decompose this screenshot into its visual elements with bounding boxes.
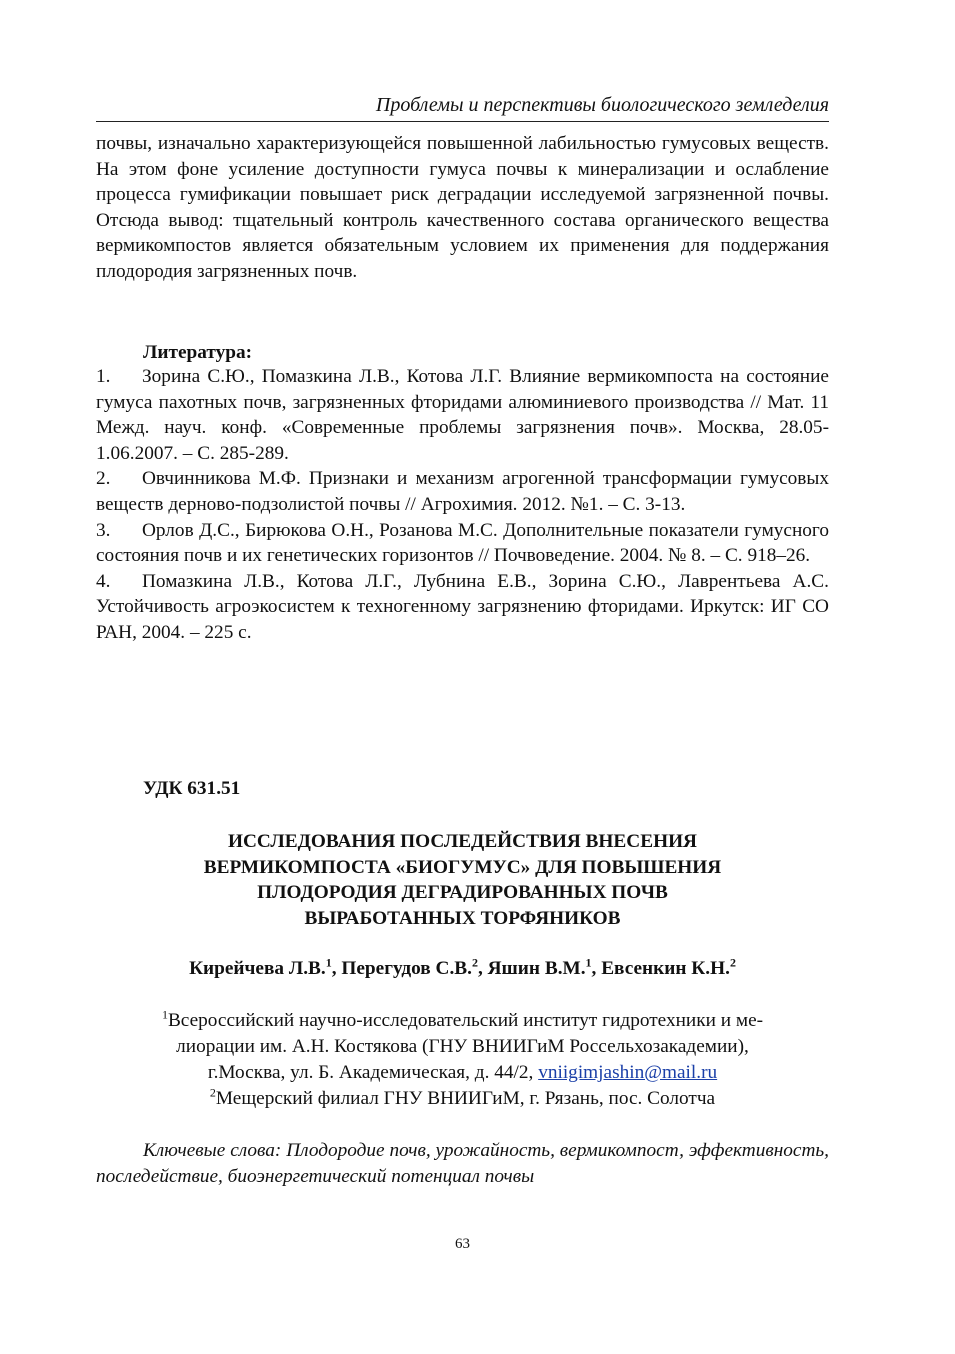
author-name: Кирейчева Л.В.	[189, 958, 326, 979]
reference-item	[96, 364, 829, 466]
reference-item	[96, 466, 829, 517]
affiliations	[96, 1008, 829, 1112]
title-line: ПЛОДОРОДИЯ ДЕГРАДИРОВАННЫХ ПОЧВ	[257, 882, 668, 903]
reference-text: Зорина С.Ю., Помазкина Л.В., Котова Л.Г. Влияние вермикомпоста на состояние гумуса пахотных почв, загрязненных фторидами алюминиевого производства // Мат. 11 Межд. науч. конф. «Современные проблемы загрязнения почв». Москва, 28.05-1.06.2007. – С. 285-289.	[96, 366, 829, 464]
affiliation-1-line: лиорации им. А.Н. Костякова (ГНУ ВНИИГиМ Россельхозакадемии),	[176, 1036, 749, 1057]
reference-text: Орлов Д.С., Бирюкова О.Н., Розанова М.С. Дополнительные показатели гумусного состояния почв и их генетических горизонтов // Почвоведение. 2004. № 8. – С. 918–26.	[96, 519, 829, 567]
reference-number: 2.	[96, 468, 111, 490]
udk-code: УДК 631.51	[143, 778, 241, 799]
keywords: Ключевые слова: Плодородие почв, урожайность, вермикомпост, эффективность, последействие, биоэнергетический потенциал почвы	[96, 1140, 829, 1187]
affiliation-1-line: $^1$Всероссийский научно-исследовательский институт гидротехники и ме-	[161, 1007, 764, 1031]
reference-item	[96, 569, 829, 646]
reference-number: 3.	[96, 519, 111, 541]
author-list: Кирейчева Л.В.$^1$, Перегудов С.В.$^2$, Яшин В.М.$^1$, Евсенкин К.Н.$^2$	[189, 955, 736, 979]
author-name: Яшин В.М.	[487, 958, 586, 979]
article-title	[96, 829, 829, 931]
author-name: Евсенкин К.Н.	[601, 958, 730, 979]
title-line: ВЕРМИКОМПОСТА «БИОГУМУС» ДЛЯ ПОВЫШЕНИЯ	[203, 856, 722, 878]
author-affiliation-mark: 1	[585, 955, 592, 970]
reference-text: Помазкина Л.В., Котова Л.Г., Лубнина Е.В., Зорина С.Ю., Лаврентьева А.С. Устойчивость агроэкосистем к техногенному загрязнению фторидами. Иркутск: ИГ СО РАН, 2004. – 225 с.	[96, 570, 829, 643]
reference-number: 4.	[96, 570, 111, 592]
reference-item	[96, 518, 829, 569]
page-number: 63	[455, 1236, 470, 1252]
author-name: Перегудов С.В.	[341, 958, 472, 979]
running-header	[96, 92, 829, 122]
email-link[interactable]: vniigimjashin@mail.ru	[538, 1062, 718, 1083]
author-affiliation-mark: 2	[471, 955, 478, 970]
author-affiliation-mark: 2	[729, 955, 736, 970]
intro-paragraph: почвы, изначально характеризующейся повышенной лабильностью гумусовых веществ. На этом фоне усиление доступности гумуса почвы к минерализации и ослабление процесса гумификации повышает риск деградации исследуемой загрязненной почвы. Отсюда вывод: тщательный контроль качественного состава органического вещества вермикомпостов является обязательным условием их применения для поддержания плодородия загрязненных почв.	[96, 133, 829, 282]
reference-list	[96, 364, 829, 646]
affiliation-1-line: г.Москва, ул. Б. Академическая, д. 44/2, vniigimjashin@mail.ru	[207, 1062, 718, 1083]
author-affiliation-mark: 1	[325, 955, 332, 970]
title-line: ВЫРАБОТАННЫХ ТОРФЯНИКОВ	[304, 907, 621, 929]
running-title: Проблемы и перспективы биологического земледелия	[375, 94, 829, 116]
reference-text: Овчинникова М.Ф. Признаки и механизм агрогенной трансформации гумусовых веществ дерново-подзолистой почвы // Агрохимия. 2012. №1. – С. 3-13.	[96, 468, 829, 515]
reference-number: 1.	[96, 366, 111, 387]
literature-heading: Литература:	[143, 342, 253, 363]
title-line: ИССЛЕДОВАНИЯ ПОСЛЕДЕЙСТВИЯ ВНЕСЕНИЯ	[227, 831, 697, 852]
affiliation-2-line: $^2$Мещерский филиал ГНУ ВНИИГиМ, г. Рязань, пос. Солотча	[209, 1085, 716, 1109]
